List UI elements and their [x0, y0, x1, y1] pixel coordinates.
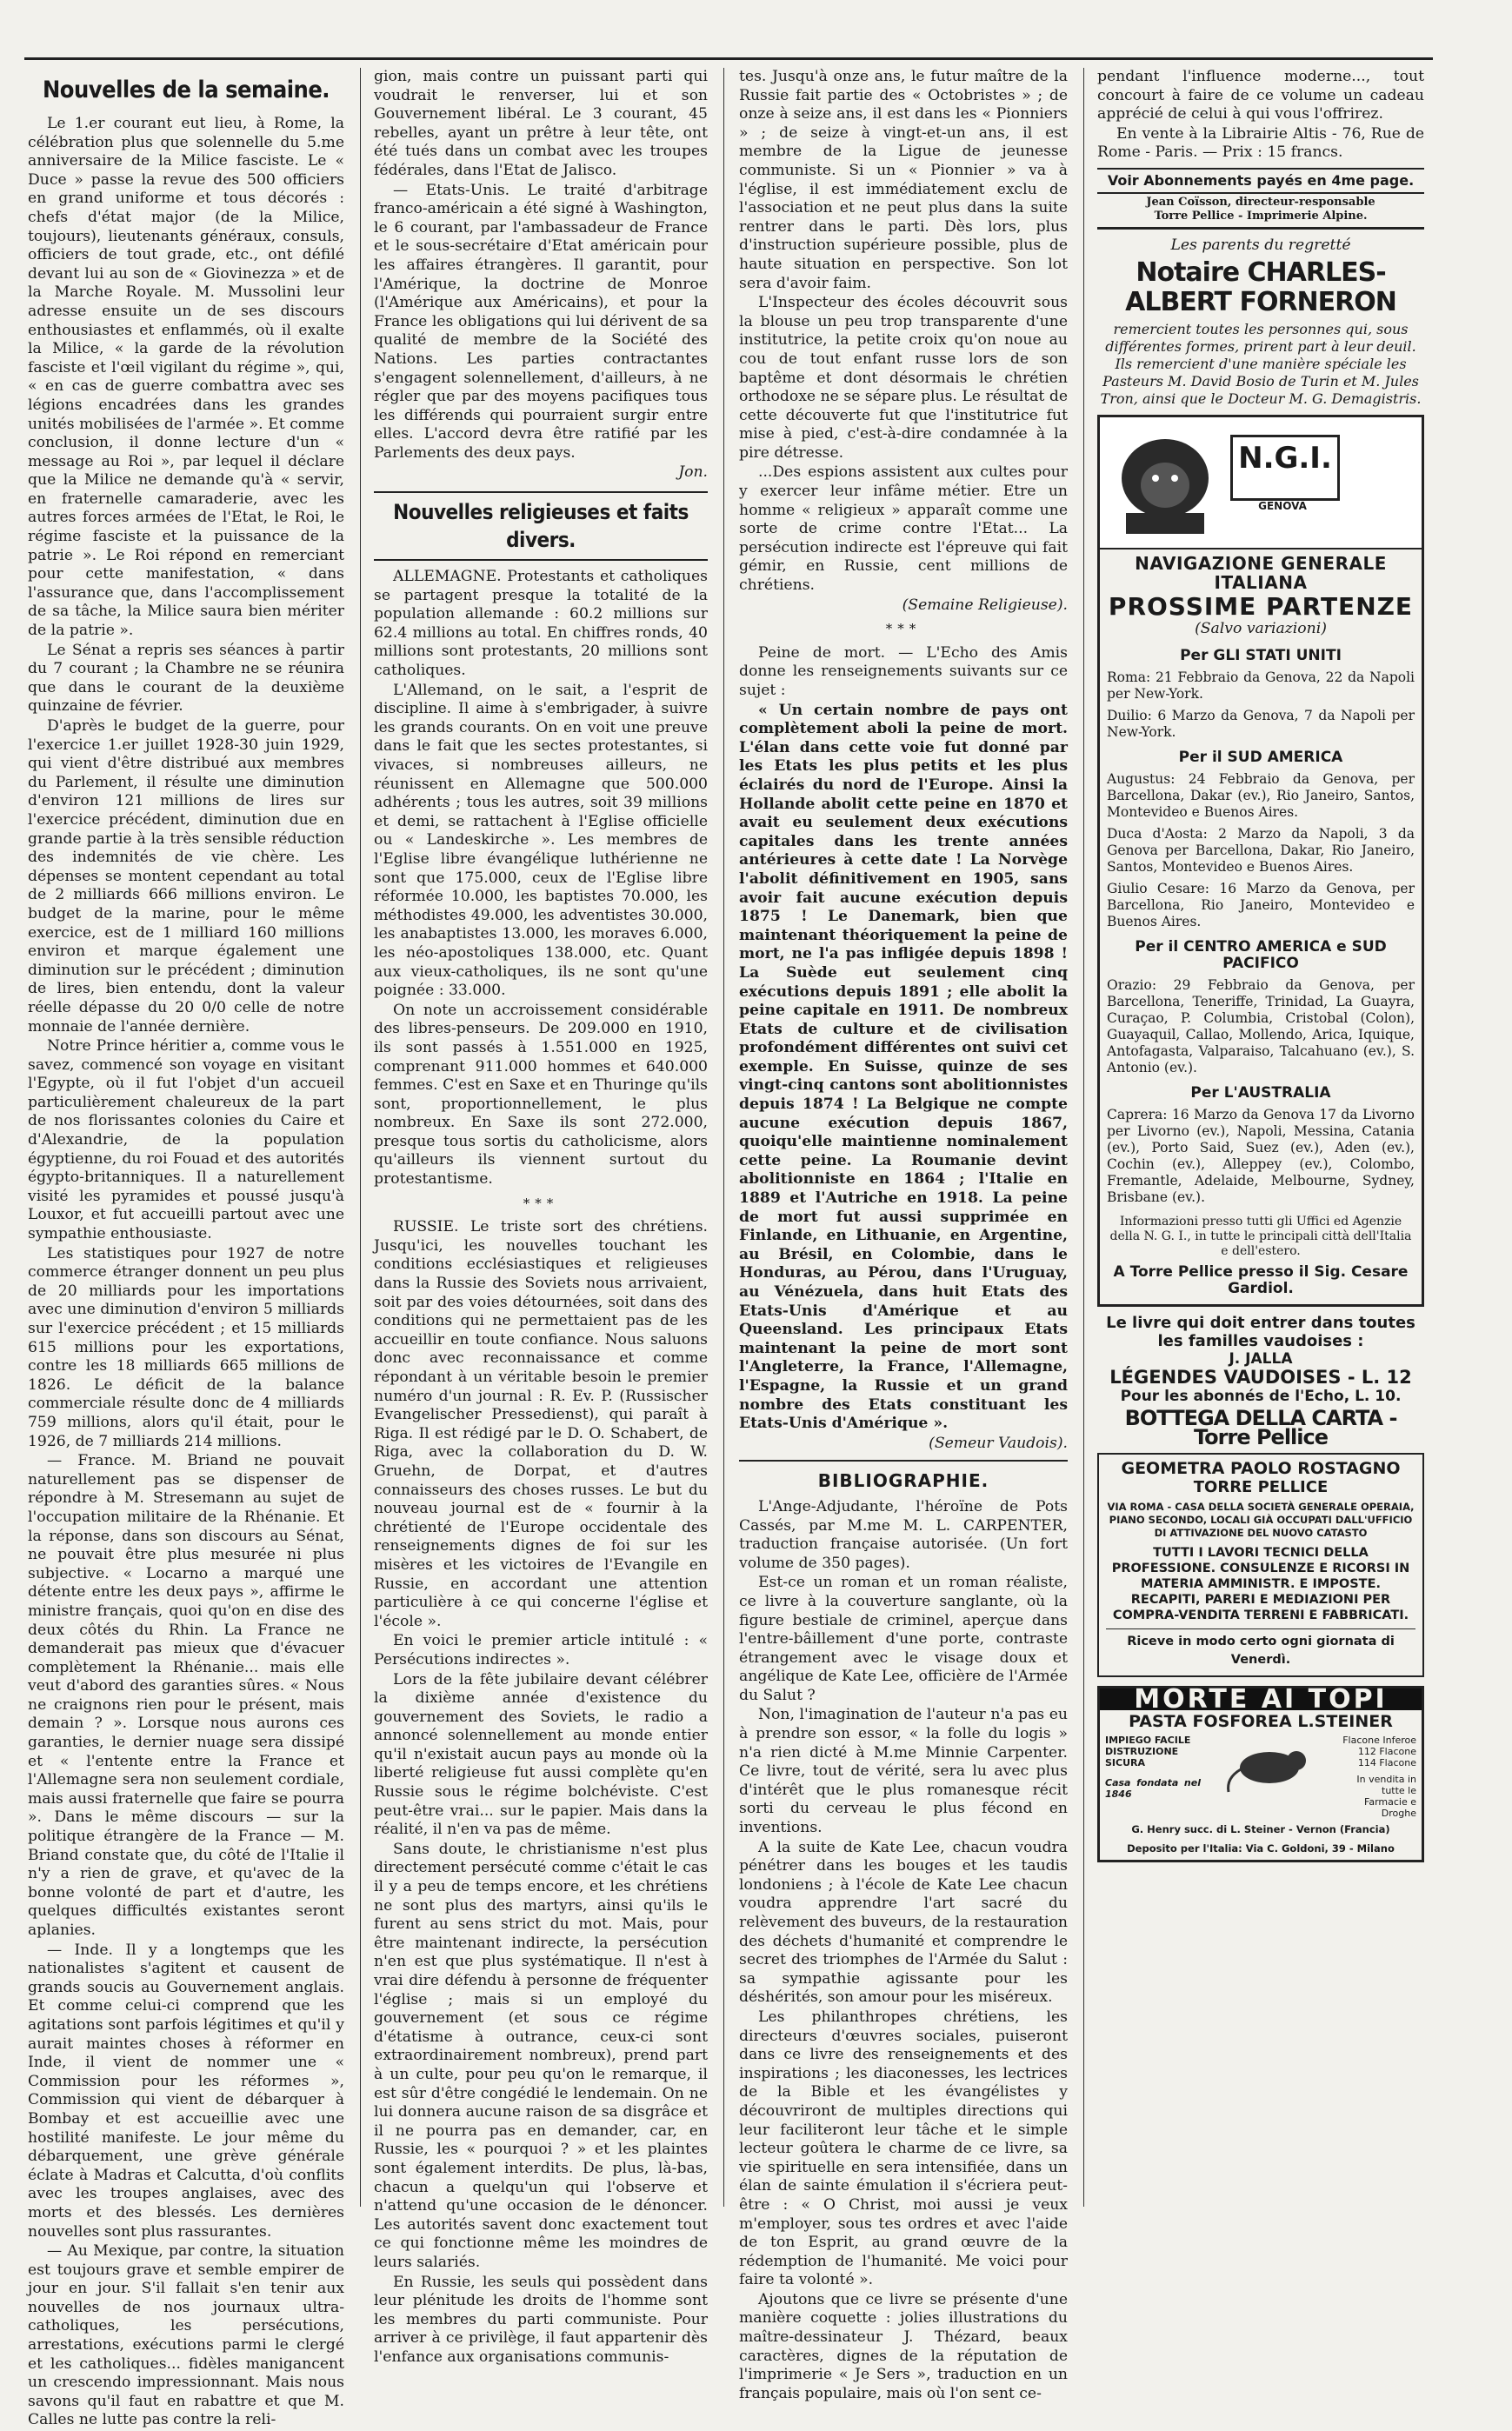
- paragraph: Peine de mort. — L'Echo des Amis donne les renseignements suivants sur ce sujet :: [739, 643, 1068, 699]
- paragraph: Notre Prince héritier a, comme vous le savez, commencé son voyage en visitant l'Egypte, où il fut l'objet d'un accueil particulièrement chaleureux de la part de nos florissantes colonies du Caire et d'Alexandrie, de la population égyptienne, du roi Fouad et des autorités égypto-britanniques. Il a naturellement visité les pyramides et poussé jusqu'à Louxor, et fut accueilli partout avec une sympathie enthousiaste.: [28, 1037, 344, 1243]
- route-heading: Per GLI STATI UNITI: [1180, 646, 1342, 664]
- paragraph: En Russie, les seuls qui possèdent dans leur plénitude les droits de l'homme sont les membres du parti communiste. Pour arriver à ce privilège, il faut appartenir dès l'enfance aux organisations communis-: [374, 2273, 708, 2366]
- steiner-title: MORTE AI TOPI: [1100, 1688, 1422, 1711]
- steiner-tag: IMPIEGO FACILE: [1105, 1735, 1191, 1747]
- paragraph: tes. Jusqu'à onze ans, le futur maître de la Russie fait partie des « Octobristes » ; de onze à seize ans, il est dans les « Pionniers » ; de seize à vingt-et-un ans, il est membre de la Ligue de jeunesse communiste. Si un « Pionnier » va à l'église, il est immédiatement exclu de l'association et ne peut plus dans la suite rentrer dans le parti. Dès lors, plus d'instruction supérieure possible, plus de haute situation en perspective. Son lot sera d'avoir faim.: [739, 68, 1068, 292]
- bottega-advert: BOTTEGA DELLA CARTA - Torre Pellice: [1124, 1406, 1397, 1449]
- paragraph: En vente à la Librairie Altis - 76, Rue de Rome - Paris. — Prix : 15 francs.: [1097, 124, 1424, 162]
- rost-address: VIA ROMA - CASA DELLA SOCIETÀ GENERALE OPERAIA, PIANO SECONDO, LOCALI GIÀ OCCUPATI DALL'UFFICIO DI ATTIVAZIONE DEL NUOVO CATASTO: [1107, 1500, 1415, 1539]
- signature: Jon.: [678, 463, 708, 482]
- book-price: Pour les abonnés de l'Echo, L. 10.: [1120, 1387, 1402, 1405]
- paragraph: gion, mais contre un puissant parti qui voudrait le renverser, lui et son Gouvernement libéral. Le 3 courant, 45 rebelles, ayant un prêtre à leur tête, ont été tués dans un combat avec les troupes fédérales, dans l'Etat de Jalisco.: [374, 68, 708, 179]
- rat-icon: [1222, 1735, 1317, 1795]
- section-title-religious: Nouvelles religieuses et faits divers.: [393, 500, 689, 553]
- paragraph: — Au Mexique, par contre, la situation est toujours grave et semble empirer de jour en jour. S'il fallait s'en tenir aux nouvelles de nos journaux ultra-catholiques, les persécutions, arrestations, exécutions parmi le clergé et les catholiques... fidèles manigancent un crescendo impressionnant. Mais nous savons qu'il faut en rabattre et que M. Calles ne lutte pas contre la reli-: [28, 2242, 344, 2429]
- paragraph: Les philanthropes chrétiens, les directeurs d'œuvres sociales, puiseront dans ce livre des renseignements et des inspirations ; les diaconesses, les lectrices de la Bible et les évangélistes y découvriront de multiples directions qui leur faciliteront leur tâche et le simple lecteur goûtera le charme de ce livre, sa vie spirituelle en sera intensifiée, dans un élan de sainte émulation il s'écriera peut-être : « O Christ, moi aussi je veux m'employer, sous tes ordres et avec l'aide de ton Esprit, au grand œuvre de la rédemption de l'humanité. Me voici pour faire ta volonté ».: [739, 2008, 1068, 2289]
- divider: [739, 1460, 1068, 1462]
- paragraph: — Inde. Il y a longtemps que les nationalistes s'agitent et causent de grands soucis au Gouvernement anglais. Et comme celui-ci comprend que les agitations sont parfois légitimes et qu'il y aurait maintes choses à réformer en Inde, il vient de nommer une « Commission pour les réformes », Commission qui vient de débarquer à Bombay et est accueillie avec une hostilité manifeste. Le jour même du débarquement, une grève générale éclate à Madras et Calcutta, d'où conflits avec les troupes anglaises, avec des morts et des blessés. Les dernières nouvelles sont plus rassurantes.: [28, 1941, 344, 2241]
- route-entry: Caprera: 16 Marzo da Genova 17 da Livorno per Livorno (ev.), Napoli, Messina, Catania (ev.), Porto Said, Suez (ev.), Aden (ev.), Cochin (ev.), Alleppey (ev.), Colombo, Fremantle, Adelaide, Melbourne, Sydney, Brisbane (ev.).: [1107, 1106, 1415, 1205]
- section-title-bibliography: BIBLIOGRAPHIE.: [817, 1470, 989, 1492]
- director-line: Jean Coïsson, directeur-responsable: [1146, 195, 1375, 209]
- column-ads: [1097, 68, 1424, 1862]
- rostagno-advert: [1097, 1453, 1424, 1677]
- route-heading: Per il CENTRO AMERICA e SUD PACIFICO: [1135, 937, 1387, 972]
- route-entry: Roma: 21 Febbraio da Genova, 22 da Napoli per New-York.: [1107, 669, 1415, 702]
- notice-name: Notaire CHARLES-ALBERT FORNERON: [1125, 257, 1396, 318]
- paragraph: D'après le budget de la guerre, pour l'exercice 1.er juillet 1928-30 juin 1929, qui vient d'être distribué aux membres du Parlement, il résulte une diminution d'environ 121 millions de lires sur l'exercice précédent, diminution due en grande partie à la très sensible réduction des indemnités de vie chère. Les dépenses se montent cependant au total de 2 milliards 666 millions environ. Le budget de la marine, pour le même exercice, est de 1 milliard 160 millions environ et marque également une diminution sur le précédent ; diminution de lires, bien entendu, dont la valeur réelle dépasse du 20 0/0 celle de notre monnaie de l'année dernière.: [28, 717, 344, 1036]
- subscriptions-note: Voir Abonnements payés en 4me page.: [1107, 171, 1415, 189]
- steiner-side: Flacone Inferoe 112 Flacone 114 Flacone: [1342, 1735, 1416, 1769]
- paragraph: Lors de la fête jubilaire devant célébrer la dixième année d'existence du gouvernement des Soviets, le radio a annoncé solennellement au monde entier qu'il n'existait aucun pays au monde où la liberté religieuse fut aussi complète qu'en Russie sous le régime bolchéviste. C'est peut-être vrai... sur le papier. Mais dans la réalité, il n'en va pas de même.: [374, 1670, 708, 1839]
- separator-stars: ***: [885, 621, 922, 637]
- paragraph: pendant l'influence moderne..., tout concourt à faire de ce volume un cadeau apprécié de celui à qui vous l'offrirez.: [1097, 68, 1424, 123]
- column-religious: [374, 68, 708, 2368]
- column-death-penalty: [739, 68, 1068, 2404]
- book-heading: Le livre qui doit entrer dans toutes les familles vaudoises :: [1106, 1313, 1415, 1350]
- ngi-logo-text: N.G.I.: [1230, 435, 1340, 501]
- paragraph: L'Allemand, on le sait, a l'esprit de discipline. Il aime à s'embrigader, à suivre les grands courants. On en voit une preuve dans le fait que les sectes protestantes, si vivaces, si nombreuses ailleurs, ne réunissent en Allemagne que 500.000 adhérents ; tous les autres, soit 39 millions et demi, se rattachent à l'Eglise officielle ou « Landeskirche ». Les membres de l'Eglise libre évangélique luthérienne ne sont que 175.000, ceux de l'Eglise libre réformée 10.000, les baptistes 70.000, les méthodistes 49.000, les adventistes 30.000, les anabaptistes 13.000, les moraves 6.000, les néo-apostoliques 138.000, etc. Quant aux vieux-catholiques, ils ne sont qu'une poignée : 33.000.: [374, 681, 708, 1000]
- top-rule: [24, 57, 1433, 60]
- ngi-logo-city: GENOVA: [1258, 500, 1307, 513]
- section-title-news: Nouvelles de la semaine.: [42, 77, 330, 103]
- paragraph: ...Des espions assistent aux cultes pour y exercer leur infâme métier. Etre un homme « religieux » apparaît comme une sorte de crime contre l'Etat... La persécution indirecte est l'épreuve qui fait gémir, en Russie, cent millions de chrétiens.: [739, 463, 1068, 595]
- route-entry: Augustus: 24 Febbraio da Genova, per Barcellona, Dakar (ev.), Rio Janeiro, Santos, Montevideo e Buenos Aires.: [1107, 770, 1415, 820]
- notice-intro: Les parents du regretté: [1170, 236, 1351, 254]
- source-credit: (Semaine Religieuse).: [902, 596, 1068, 614]
- paragraph: Le 1.er courant eut lieu, à Rome, la célébration plus que solennelle du 5.me anniversaire de la Milice fasciste. Le « Duce » passe la revue des 500 officiers en grand uniforme et tous décorés : chefs d'état major (de la Milice, toujours), lieutenants généraux, consuls, officiers de tout grade, etc., ont défilé devant lui au son de « Giovinezza » et de la Marche Royale. M. Mussolini leur adresse ensuite un de ses discours enthousiastes et enflammés, où il exalte la Milice, « la garde de la révolution fasciste et l'œil vigilant du régime », qui, « en cas de guerre combattra avec ses légions encadrées dans les grandes unités mobilisées de l'armée ». Et comme conclusion, il donne lecture d'un « message au Roi », par lequel il déclare que la Milice ne demande qu'à « servir, en fraternelle camaraderie, avec les autres forces armées de l'Etat, le Roi, le régime fasciste et la puissance de la patrie ». Le Roi répond en remerciant pour cette manifestation, « dans l'assurance que, dans l'accomplissement de sa tâche, la Milice saura bien mériter de la patrie ».: [28, 115, 344, 640]
- steiner-product: PASTA FOSFOREA L.STEINER: [1129, 1712, 1393, 1732]
- paragraph-quote: « Un certain nombre de pays ont complètement aboli la peine de mort. L'élan dans cette voie fut donné par les Etats les plus petits et les plus éclairés du nord de l'Europe. Ainsi la Hollande abolit cette peine en 1870 et avait eu seulement deux exécutions capitales dans les trente années antérieures à cette date ! La Norvège l'abolit définitivement en 1905, sans avoir fait aucune exécution depuis 1875 ! Le Danemark, bien que maintenant théoriquement la peine de mort, ne l'a pas infligée depuis 1898 ! La Suède eut seulement cinq exécutions depuis 1891 ; elle abolit la peine capitale en 1911. De nombreux Etats de culture et de civilisation profondément différentes ont suivi cet exemple. En Suisse, quinze de ses vingt-cinq cantons sont abolitionnistes depuis 1874 ! La Belgique ne compte aucune exécution depuis 1867, quoiqu'elle maintienne nominalement cette peine. La Roumanie devint abolitionniste en 1864 ; l'Italie en 1889 et l'Autriche en 1918. La peine de mort fut aussi supprimée en Finlande, en Lithuanie, en Argentine, au Brésil, en Colombie, dans le Honduras, au Pérou, dans l'Uruguay, au Vénézuela, dans huit Etats des Etats-Unis d'Amérique et au Queensland. Les principaux Etats maintenant la peine de mort sont l'Angleterre, la France, l'Allemagne, l'Espagne, la Russie et un grand nombre des Etats constituant les Etats-Unis d'Amérique ».: [739, 701, 1068, 1433]
- paragraph: RUSSIE. Le triste sort des chrétiens. Jusqu'ici, les nouvelles touchant les conditions ecclésiastiques et religieuses dans la Russie des Soviets nous arrivaient, soit par des voies détournées, soit dans des conditions qui ne permettaient pas de les accueillir en toute confiance. Nous saluons donc avec reconnaissance et comme répondant à un véritable besoin le premier numéro d'un journal : R. Ev. P. (Russischer Evangelischer Pressedienst), qui paraît à Riga. Il est rédigé par le D. O. Schabert, de Riga, avec la collaboration du D. W. Gruehn, de Dorpat, et d'autres connaisseurs des choses russes. Le but du nouveau journal est de « fournir à la chrétienté de l'Europe occidentale des renseignements dignes de foi sur les misères et les victoires de l'Evangile en Russie, en accordant une attention particulière à ce qui concerne l'église et l'école ».: [374, 1218, 708, 1630]
- ngi-logo: [1100, 417, 1422, 549]
- separator-stars: ***: [523, 1195, 559, 1211]
- source-credit: (Semeur Vaudois).: [929, 1434, 1068, 1452]
- steiner-badge: Casa fondata nel 1846: [1105, 1777, 1201, 1801]
- book-author: J. JALLA: [1229, 1349, 1293, 1368]
- paragraph: A la suite de Kate Lee, chacun voudra pénétrer dans les bouges et les taudis londoniens ; à l'école de Kate Lee chacun voudra apprendre l'art sacré du relèvement des buveurs, de la restauration des déchets d'humanité et comprendre le secret des triomphes de l'Armée du Salut : sa sympathie agissante pour les déshérités, son amour pour les miséreux.: [739, 1838, 1068, 2007]
- steiner-foot: G. Henry succ. di L. Steiner - Vernon (Francia): [1131, 1823, 1390, 1836]
- lion-icon: [1109, 426, 1222, 539]
- paragraph: Ajoutons que ce livre se présente d'une manière coquette : jolies illustrations du maître-dessinateur J. Thézard, beaux caractères, dignes de la réputation de l'imprimerie « Je Sers », traduction en un français populaire, mais où l'on sent ce-: [739, 2290, 1068, 2402]
- paragraph: Les statistiques pour 1927 de notre commerce étranger donnent un peu plus de 20 milliards pour les importations avec une diminution d'environ 5 milliards sur l'exercice précédent ; et 15 milliards 615 millions pour les exportations, contre les 18 milliards 665 millions de 1826. Le déficit de la balance commerciale résulte donc de 4 milliards 759 millions, alors qu'il était, pour le 1926, de 7 milliards 214 millions.: [28, 1244, 344, 1450]
- rost-town: TORRE PELLICE: [1193, 1478, 1329, 1497]
- column-news: [28, 68, 344, 2431]
- paragraph: L'Ange-Adjudante, l'héroïne de Pots Cassés, par M.me M. L. CARPENTER, traduction française autorisée. (Un fort volume de 350 pages).: [739, 1497, 1068, 1572]
- route-heading: Per L'AUSTRALIA: [1190, 1083, 1331, 1102]
- paragraph: ALLEMAGNE. Protestants et catholiques se partagent presque la totalité de la population allemande : 60.2 millions sur 62.4 millions au total. En chiffres ronds, 40 millions sont protestants, 20 millions sont catholiques.: [374, 568, 708, 680]
- column-divider: [723, 68, 724, 2207]
- route-heading: Per il SUD AMERICA: [1178, 748, 1343, 766]
- printer-line: Torre Pellice - Imprimerie Alpine.: [1154, 209, 1368, 223]
- ngi-company: NAVIGAZIONE GENERALE ITALIANA: [1135, 553, 1387, 593]
- paragraph: — Etats-Unis. Le traité d'arbitrage franco-américain a été signé à Washington, le 6 courant, par l'ambassadeur de France et le sous-secrétaire d'Etat américain pour les affaires étrangères. Il garantit, pour l'Amérique, la doctrine de Monroe (l'Amérique aux Américains), et pour la France les obligations qui lui dérivent de sa qualité de membre de la Société des Nations. Les parties contractantes s'engagent solennellement, d'ailleurs, à ne régler que par des moyens pacifiques tous les différends qui pourraient surgir entre elles. L'accord devra être ratifié par les Parlements des deux pays.: [374, 181, 708, 462]
- ngi-info: Informazioni presso tutti gli Uffici ed Agenzie della N. G. I., in tutte le principali città dell'Italia e dell'estero.: [1109, 1214, 1412, 1258]
- paragraph: — France. M. Briand ne pouvait naturellement pas se dispenser de répondre à M. Stresemann au sujet de l'occupation militaire de la Rhénanie. Et la réponse, dans son discours au Sénat, ne pouvait être plus mesurée ni plus subjective. « Locarno a marqué une détente entre les deux pays », affirme le ministre français, quoi qu'on en dise des deux côtés du Rhin. La France ne demanderait pas mieux que d'évacuer complètement la Rhénanie... mais elle veut d'abord des garanties sûres. « Nous ne craignons rien pour le présent, mais demain ? ». Lorsque nous aurons ces garanties, le dernier nuage sera dissipé et « l'entente entre la France et l'Allemagne sera non seulement cordiale, mais aussi fraternelle que faire se pourra ». Dans le même discours — sur la politique étrangère de la France — M. Briand constate que, du côté de l'Italie il n'y a rien de grave, et qu'avec de la bonne volonté de part et d'autre, les quelques difficultés existantes seront aplanies.: [28, 1452, 344, 1939]
- column-divider: [1083, 68, 1084, 2207]
- paragraph: On note un accroissement considérable des libres-penseurs. De 209.000 en 1910, ils sont passés à 1.551.000 en 1925, comprenant 911.000 hommes et 640.000 femmes. C'est en Saxe et en Thuringe qu'ils sont, proportionnellement, le plus nombreux. En Saxe ils sont 272.000, presque tous sortis du catholicisme, alors qu'ailleurs ils viennent surtout du protestantisme.: [374, 1001, 708, 1189]
- section-title-box: [374, 491, 708, 561]
- paragraph: Est-ce un roman et un roman réaliste, ce livre à la couverture sanglante, où la figure bestiale de criminel, aperçue dans l'entre-bâillement d'une porte, contraste étrangement avec le visage doux et angélique de Kate Lee, officière de l'Armée du Salut ?: [739, 1574, 1068, 1704]
- rost-services: TUTTI I LAVORI TECNICI DELLA PROFESSIONE. CONSULENZE E RICORSI IN MATERIA AMMINISTR. E IMPOSTE. RECAPITI, PARERI E MEDIAZIONI PER COMPRA-VENDITA TERRENI E FABBRICATI.: [1111, 1545, 1410, 1622]
- steiner-tag: DISTRUZIONE SICURA: [1105, 1746, 1179, 1769]
- route-entry: Duilio: 6 Marzo da Genova, 7 da Napoli per New-York.: [1107, 707, 1415, 740]
- ngi-headline: PROSSIME PARTENZE: [1108, 592, 1414, 622]
- steiner-side: In vendita in tutte le Farmacie e Droghe: [1356, 1774, 1416, 1820]
- route-entry: Duca d'Aosta: 2 Marzo da Napoli, 3 da Genova per Barcellona, Dakar, Rio Janeiro, Santos, Montevideo e Buenos Aires.: [1107, 825, 1415, 875]
- ngi-agent: A Torre Pellice presso il Sig. Cesare Gardiol.: [1113, 1262, 1409, 1297]
- ngi-advert: [1097, 415, 1424, 1306]
- paragraph: Non, l'imagination de l'auteur n'a pas eu à prendre son essor, « la folle du logis » n'a rien dicté à M.me Minnie Carpenter. Ce livre, tout de vérité, sera lu avec plus d'intérêt que le plus romanesque récit sorti du cerveau le plus fécond en inventions.: [739, 1706, 1068, 1837]
- paragraph: L'Inspecteur des écoles découvrit sous la blouse un peu trop transparente d'une institutrice, la petite croix qu'on noue au cou de tout enfant russe lors de son baptême et dont désormais le chrétien orthodoxe ne se sépare plus. Le résultat de cette découverte fut que l'institutrice fut mise à pied, c'est-à-dire condamnée à la pire détresse.: [739, 294, 1068, 462]
- paragraph: Sans doute, le christianisme n'est plus directement persécuté comme c'était le cas il y a peu de temps encore, et les chrétiens ne sont plus des martyrs, ainsi qu'ils le furent au sens strict du mot. Mais, pour être maintenant indirecte, la persécution n'en est que plus systématique. Il n'est à vrai dire défendu à personne de fréquenter l'église ; mais si un employé du gouvernement (et sous ce régime d'étatisme à outrance, ceux-ci sont extraordinairement nombreux), prend part à un culte, pour peu qu'on le remarque, il est sûr d'être congédié le lendemain. On ne lui donnera aucune raison de sa disgrâce et il ne pourra pas en demander, car, en Russie, les « pourquoi ? » et les plaintes sont également interdits. De plus, là-bas, chacun a quelqu'un qui l'observe et n'attend qu'une occasion de le dénoncer. Les autorités savent donc exactement tout ce qui fonctionne même les moindres de leurs salariés.: [374, 1840, 708, 2271]
- book-title: LÉGENDES VAUDOISES - L. 12: [1109, 1367, 1412, 1389]
- ngi-note: (Salvo variazioni): [1195, 619, 1327, 637]
- steiner-advert: [1097, 1683, 1424, 1862]
- paragraph: Le Sénat a repris ses séances à partir du 7 courant ; la Chambre ne se réunira que dans le courant de la deuxième quinzaine de février.: [28, 641, 344, 716]
- route-entry: Giulio Cesare: 16 Marzo da Genova, per Barcellona, Rio Janeiro, Montevideo e Buenos Aires.: [1107, 880, 1415, 929]
- notice-body: remercient toutes les personnes qui, sous différentes formes, prirent part à leur deuil. Ils remercient d'une manière spéciale les Pasteurs M. David Bosio de Turin et M. Jules Tron, ainsi que le Docteur M. G. Demagistris.: [1100, 321, 1422, 408]
- rost-hours: Riceve in modo certo ogni giornata di Venerdì.: [1127, 1634, 1395, 1668]
- steiner-foot: Deposito per l'Italia: Via C. Goldoni, 39 - Milano: [1127, 1842, 1395, 1855]
- column-divider: [360, 68, 361, 2207]
- paragraph: En voici le premier article intitulé : « Persécutions indirectes ».: [374, 1632, 708, 1668]
- rost-title: GEOMETRA PAOLO ROSTAGNO: [1121, 1458, 1401, 1478]
- route-entry: Orazio: 29 Febbraio da Genova, per Barcellona, Teneriffe, Trinidad, La Guayra, Curaçao, P. Columbia, Cristobal (Colon), Guayaquil, Callao, Mollendo, Arica, Iquique, Antofagasta, Valparaiso, Talcahuano (ev.), S. Antonio (ev.).: [1107, 976, 1415, 1076]
